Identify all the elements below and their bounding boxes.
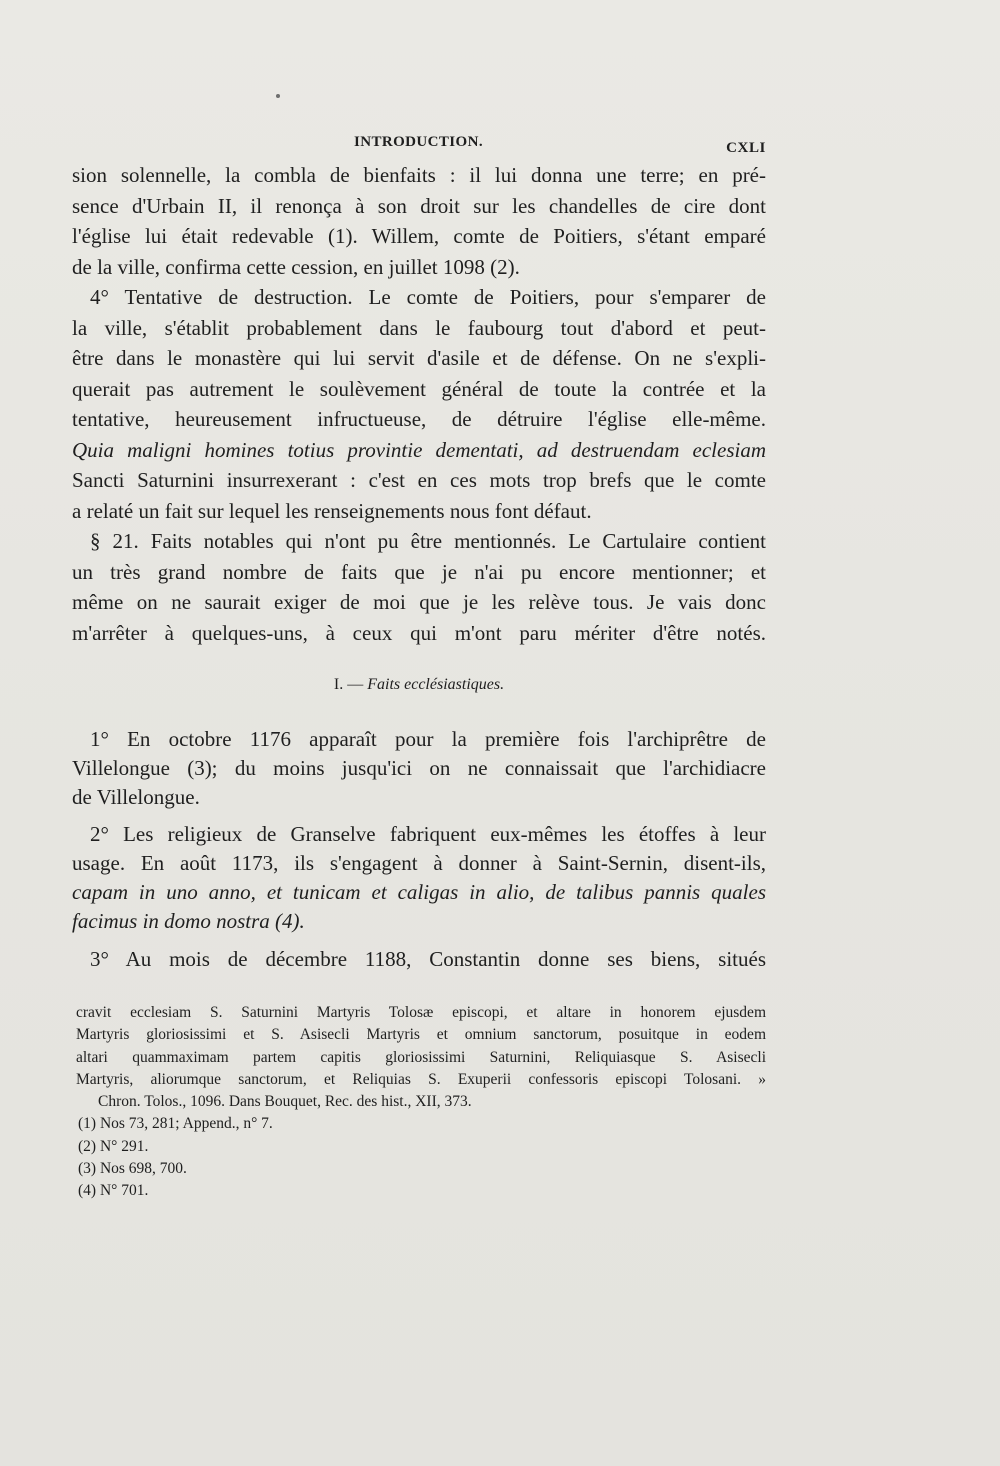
ink-speck bbox=[276, 94, 280, 98]
fact-line: de Villelongue. bbox=[72, 784, 200, 809]
fact-line: 2° Les religieux de Granselve fabriquent eux-mêmes les étoffes à leur bbox=[90, 822, 766, 847]
footnote-line: Martyris, aliorumque sanctorum, et Reliquias S. Exuperii confessoris episcopi Tolosani. » bbox=[76, 1070, 766, 1088]
footnote-ref: (2) N° 291. bbox=[78, 1137, 149, 1155]
text-line: la ville, s'établit probablement dans le faubourg tout d'abord et peut- bbox=[72, 315, 766, 340]
facts-text bbox=[72, 725, 766, 973]
text-line: l'église lui était redevable (1). Willem, comte de Poitiers, s'étant emparé bbox=[72, 224, 766, 248]
fact-line: usage. En août 1173, ils s'engagent à donner à Saint-Sernin, disent-ils, bbox=[72, 851, 766, 876]
subheading-number: I. — bbox=[333, 676, 364, 693]
text-line: même on ne saurait exiger de moi que je les relève tous. Je vais donc bbox=[72, 590, 766, 614]
text-line: un très grand nombre de faits que je n'ai pu encore mentionner; et bbox=[72, 559, 766, 584]
subheading bbox=[72, 676, 766, 694]
footnote-ref: (4) N° 701. bbox=[78, 1182, 149, 1200]
footnotes bbox=[76, 1002, 766, 1203]
text-line: sence d'Urbain II, il renonça à son droit sur les chandelles de cire dont bbox=[72, 193, 766, 218]
page-number: CXLI bbox=[726, 140, 766, 156]
text-line: Sancti Saturnini insurrexerant : c'est en ces mots trop brefs que le comte bbox=[72, 468, 766, 492]
footnote-ref: (3) Nos 698, 700. bbox=[78, 1160, 187, 1178]
text-line: 4° Tentative de destruction. Le comte de Poitiers, pour s'emparer de bbox=[90, 285, 766, 309]
footnote-line: altari quammaximam partem capitis gloriosissimi Saturnini, Reliquiasque S. Asisecli bbox=[76, 1048, 766, 1066]
section-21-line: § 21. Faits notables qui n'ont pu être mentionnés. Le Cartulaire contient bbox=[90, 529, 766, 553]
main-text bbox=[72, 160, 766, 648]
text-line: querait pas autrement le soulèvement général de toute la contrée et la bbox=[72, 376, 766, 401]
subheading-title: Faits ecclésiastiques. bbox=[367, 676, 505, 693]
running-head: INTRODUCTION. bbox=[354, 134, 483, 150]
fact-line: 3° Au mois de décembre 1188, Constantin donne ses biens, situés bbox=[90, 946, 766, 971]
latin-quote-line: Quia maligni homines totius provintie dementati, ad destruendam eclesiam bbox=[72, 437, 766, 462]
latin-quote-line: facimus in domo nostra (4). bbox=[72, 908, 305, 933]
latin-quote-line: capam in uno anno, et tunicam et caligas in alio, de talibus pannis quales bbox=[72, 879, 766, 904]
text-line: sion solennelle, la combla de bienfaits : il lui donna une terre; en pré- bbox=[72, 163, 766, 187]
footnote-citation: Chron. Tolos., 1096. Dans Bouquet, Rec. des hist., XII, 373. bbox=[98, 1093, 472, 1111]
fact-line: 1° En octobre 1176 apparaît pour la première fois l'archiprêtre de bbox=[90, 727, 766, 751]
text-line: a relaté un fait sur lequel les renseignements nous font défaut. bbox=[72, 498, 592, 523]
text-line: de la ville, confirma cette cession, en juillet 1098 (2). bbox=[72, 254, 520, 279]
footnote-ref: (1) Nos 73, 281; Append., n° 7. bbox=[78, 1115, 273, 1133]
text-line: m'arrêter à quelques-uns, à ceux qui m'ont paru mériter d'être notés. bbox=[72, 620, 766, 645]
footnote-line: cravit ecclesiam S. Saturnini Martyris Tolosæ episcopi, et altare in honorem ejusdem bbox=[76, 1004, 766, 1021]
text-line: tentative, heureusement infructueuse, de détruire l'église elle-même. bbox=[72, 407, 766, 431]
text-line: être dans le monastère qui lui servit d'asile et de défense. On ne s'expli- bbox=[72, 346, 766, 370]
footnote-line: Martyris gloriosissimi et S. Asisecli Martyris et omnium sanctorum, posuitque in eodem bbox=[76, 1026, 766, 1044]
fact-line: Villelongue (3); du moins jusqu'ici on ne connaissait que l'archidiacre bbox=[72, 755, 766, 780]
